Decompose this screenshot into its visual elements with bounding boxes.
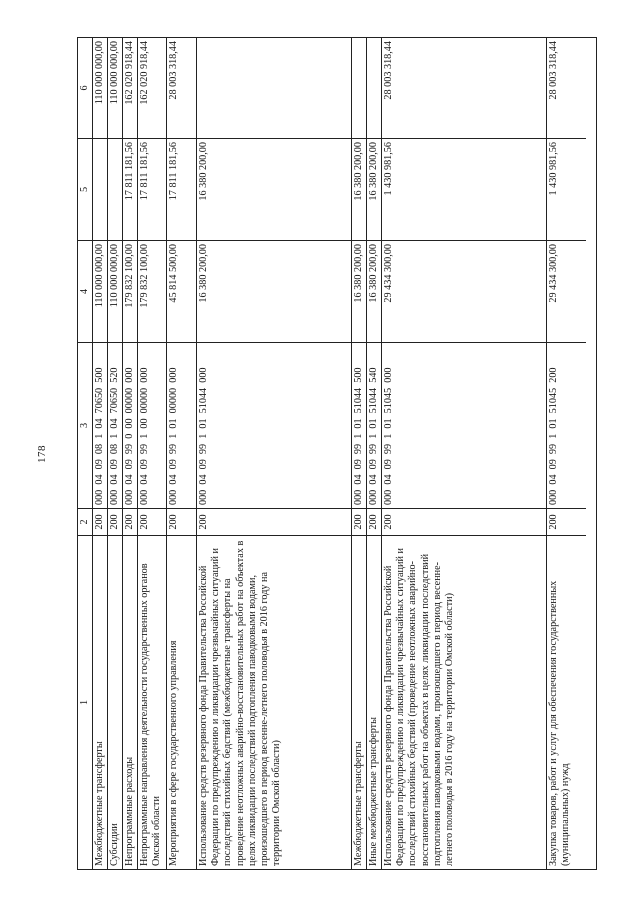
row-name: Непрограммные направления деятельности государственных органов Омской области <box>138 535 166 869</box>
row-col-6: 110 000 000,00 <box>94 41 105 105</box>
row-col-4: 110 000 000,00 <box>93 240 107 342</box>
table-row <box>108 38 123 869</box>
row-col-4: 110 000 000,00 <box>108 240 122 342</box>
table-row <box>547 38 586 869</box>
row-col-4: 45 814 500,00 <box>167 240 196 342</box>
row-code: 000 04 09 99 1 01 51045 000 <box>382 342 546 508</box>
budget-table <box>77 37 597 870</box>
table-row <box>367 38 382 869</box>
budget-table-frame <box>77 37 597 870</box>
row-code: 000 04 09 08 1 04 70650 520 <box>108 342 122 508</box>
row-name: Непрограммные расходы <box>123 535 137 869</box>
row-col-2: 200 <box>352 508 366 535</box>
row-name: Мероприятия в сфере государственного управления <box>167 535 196 869</box>
row-col-2: 200 <box>93 508 107 535</box>
row-col-4: 16 380 200,00 <box>367 240 381 342</box>
table-header-row <box>78 38 93 869</box>
row-col-5 <box>93 138 107 240</box>
row-col-2: 200 <box>197 508 351 535</box>
table-row <box>382 38 547 869</box>
row-col-2: 200 <box>167 508 196 535</box>
row-code: 000 04 09 99 1 01 51044 500 <box>352 342 366 508</box>
row-col-2: 200 <box>123 508 137 535</box>
row-col-4: 16 380 200,00 <box>197 240 351 342</box>
row-col-6: 110 000 000,00 <box>109 41 120 105</box>
row-col-6 <box>367 38 381 138</box>
row-col-4: 16 380 200,00 <box>352 240 366 342</box>
row-name: Иные межбюджетные трансферты <box>367 535 381 869</box>
row-col-2: 200 <box>367 508 381 535</box>
row-col-6: 162 020 918,44 <box>124 41 135 105</box>
row-col-6: 28 003 318,44 <box>548 41 559 100</box>
table-row <box>138 38 167 869</box>
table-row <box>197 38 352 869</box>
row-col-2: 200 <box>138 508 166 535</box>
header-col-3: 3 <box>78 342 92 508</box>
row-name: Субсидии <box>108 535 122 869</box>
row-col-6: 162 020 918,44 <box>139 41 150 105</box>
row-code: 000 04 09 99 1 01 51044 540 <box>367 342 381 508</box>
row-col-5: 17 811 181,56 <box>123 138 137 240</box>
row-col-6: 28 003 318,44 <box>168 41 179 100</box>
row-col-4: 29 434 300,00 <box>382 240 546 342</box>
table-row <box>123 38 138 869</box>
row-code: 000 04 09 99 1 01 00000 000 <box>167 342 196 508</box>
row-name: Межбюджетные трансферты <box>352 535 366 869</box>
row-col-5: 16 380 200,00 <box>197 138 351 240</box>
row-name: Закупка товаров, работ и услуг для обеспечения государственных (муниципальных) нужд <box>547 535 586 869</box>
row-col-2: 200 <box>382 508 546 535</box>
row-col-2: 200 <box>108 508 122 535</box>
row-code: 000 04 09 99 1 00 00000 000 <box>138 342 166 508</box>
row-col-5: 1 430 981,56 <box>547 138 586 240</box>
row-col-5: 17 811 181,56 <box>167 138 196 240</box>
table-row <box>167 38 197 869</box>
row-col-4: 179 832 100,00 <box>123 240 137 342</box>
row-col-6 <box>352 38 366 138</box>
table-row <box>93 38 108 869</box>
row-col-5: 1 430 981,56 <box>382 138 546 240</box>
page-number: 178 <box>36 445 48 463</box>
row-col-4: 29 434 300,00 <box>547 240 586 342</box>
row-col-4: 179 832 100,00 <box>138 240 166 342</box>
row-code: 000 04 09 99 0 00 00000 000 <box>123 342 137 508</box>
row-col-2: 200 <box>547 508 586 535</box>
row-name: Межбюджетные трансферты <box>93 535 107 869</box>
row-col-5 <box>108 138 122 240</box>
row-name: Использование средств резервного фонда Правительства Российской Федерации по предупреждению и ликвидации чрезвычайных ситуаций и последствий стихийных бедствий (проведение неотложных аварийно-восстановительных работ на объектах в целях ликвидации последствий подтопления паводковыми водами, произошедшего в период весенне-летнего половодья в 2016 году на территории Омской области) <box>382 535 546 869</box>
header-col-5: 5 <box>78 138 92 240</box>
row-code: 000 04 09 99 1 01 51045 200 <box>547 342 586 508</box>
row-code: 000 04 09 08 1 04 70650 500 <box>93 342 107 508</box>
table-row <box>352 38 367 869</box>
row-name: Использование средств резервного фонда Правительства Российской Федерации по предупреждению и ликвидации чрезвычайных ситуаций и последствий стихийных бедствий (межбюджетные трансферты на проведение неотложных аварийно-восстановительных работ на объектах в целях ликвидации последствий подтопления паводковыми водами, произошедшего в период весенне-летнего половодья в 2016 году на территории Омской области) <box>197 535 351 869</box>
row-code: 000 04 09 99 1 01 51044 000 <box>197 342 351 508</box>
header-col-6: 6 <box>79 85 90 91</box>
row-col-6: 28 003 318,44 <box>383 41 394 100</box>
header-col-1: 1 <box>78 535 92 869</box>
header-col-4: 4 <box>78 240 92 342</box>
header-col-2: 2 <box>78 508 92 535</box>
row-col-5: 16 380 200,00 <box>367 138 381 240</box>
row-col-5: 17 811 181,56 <box>138 138 166 240</box>
row-col-6 <box>197 38 351 138</box>
row-col-5: 16 380 200,00 <box>352 138 366 240</box>
